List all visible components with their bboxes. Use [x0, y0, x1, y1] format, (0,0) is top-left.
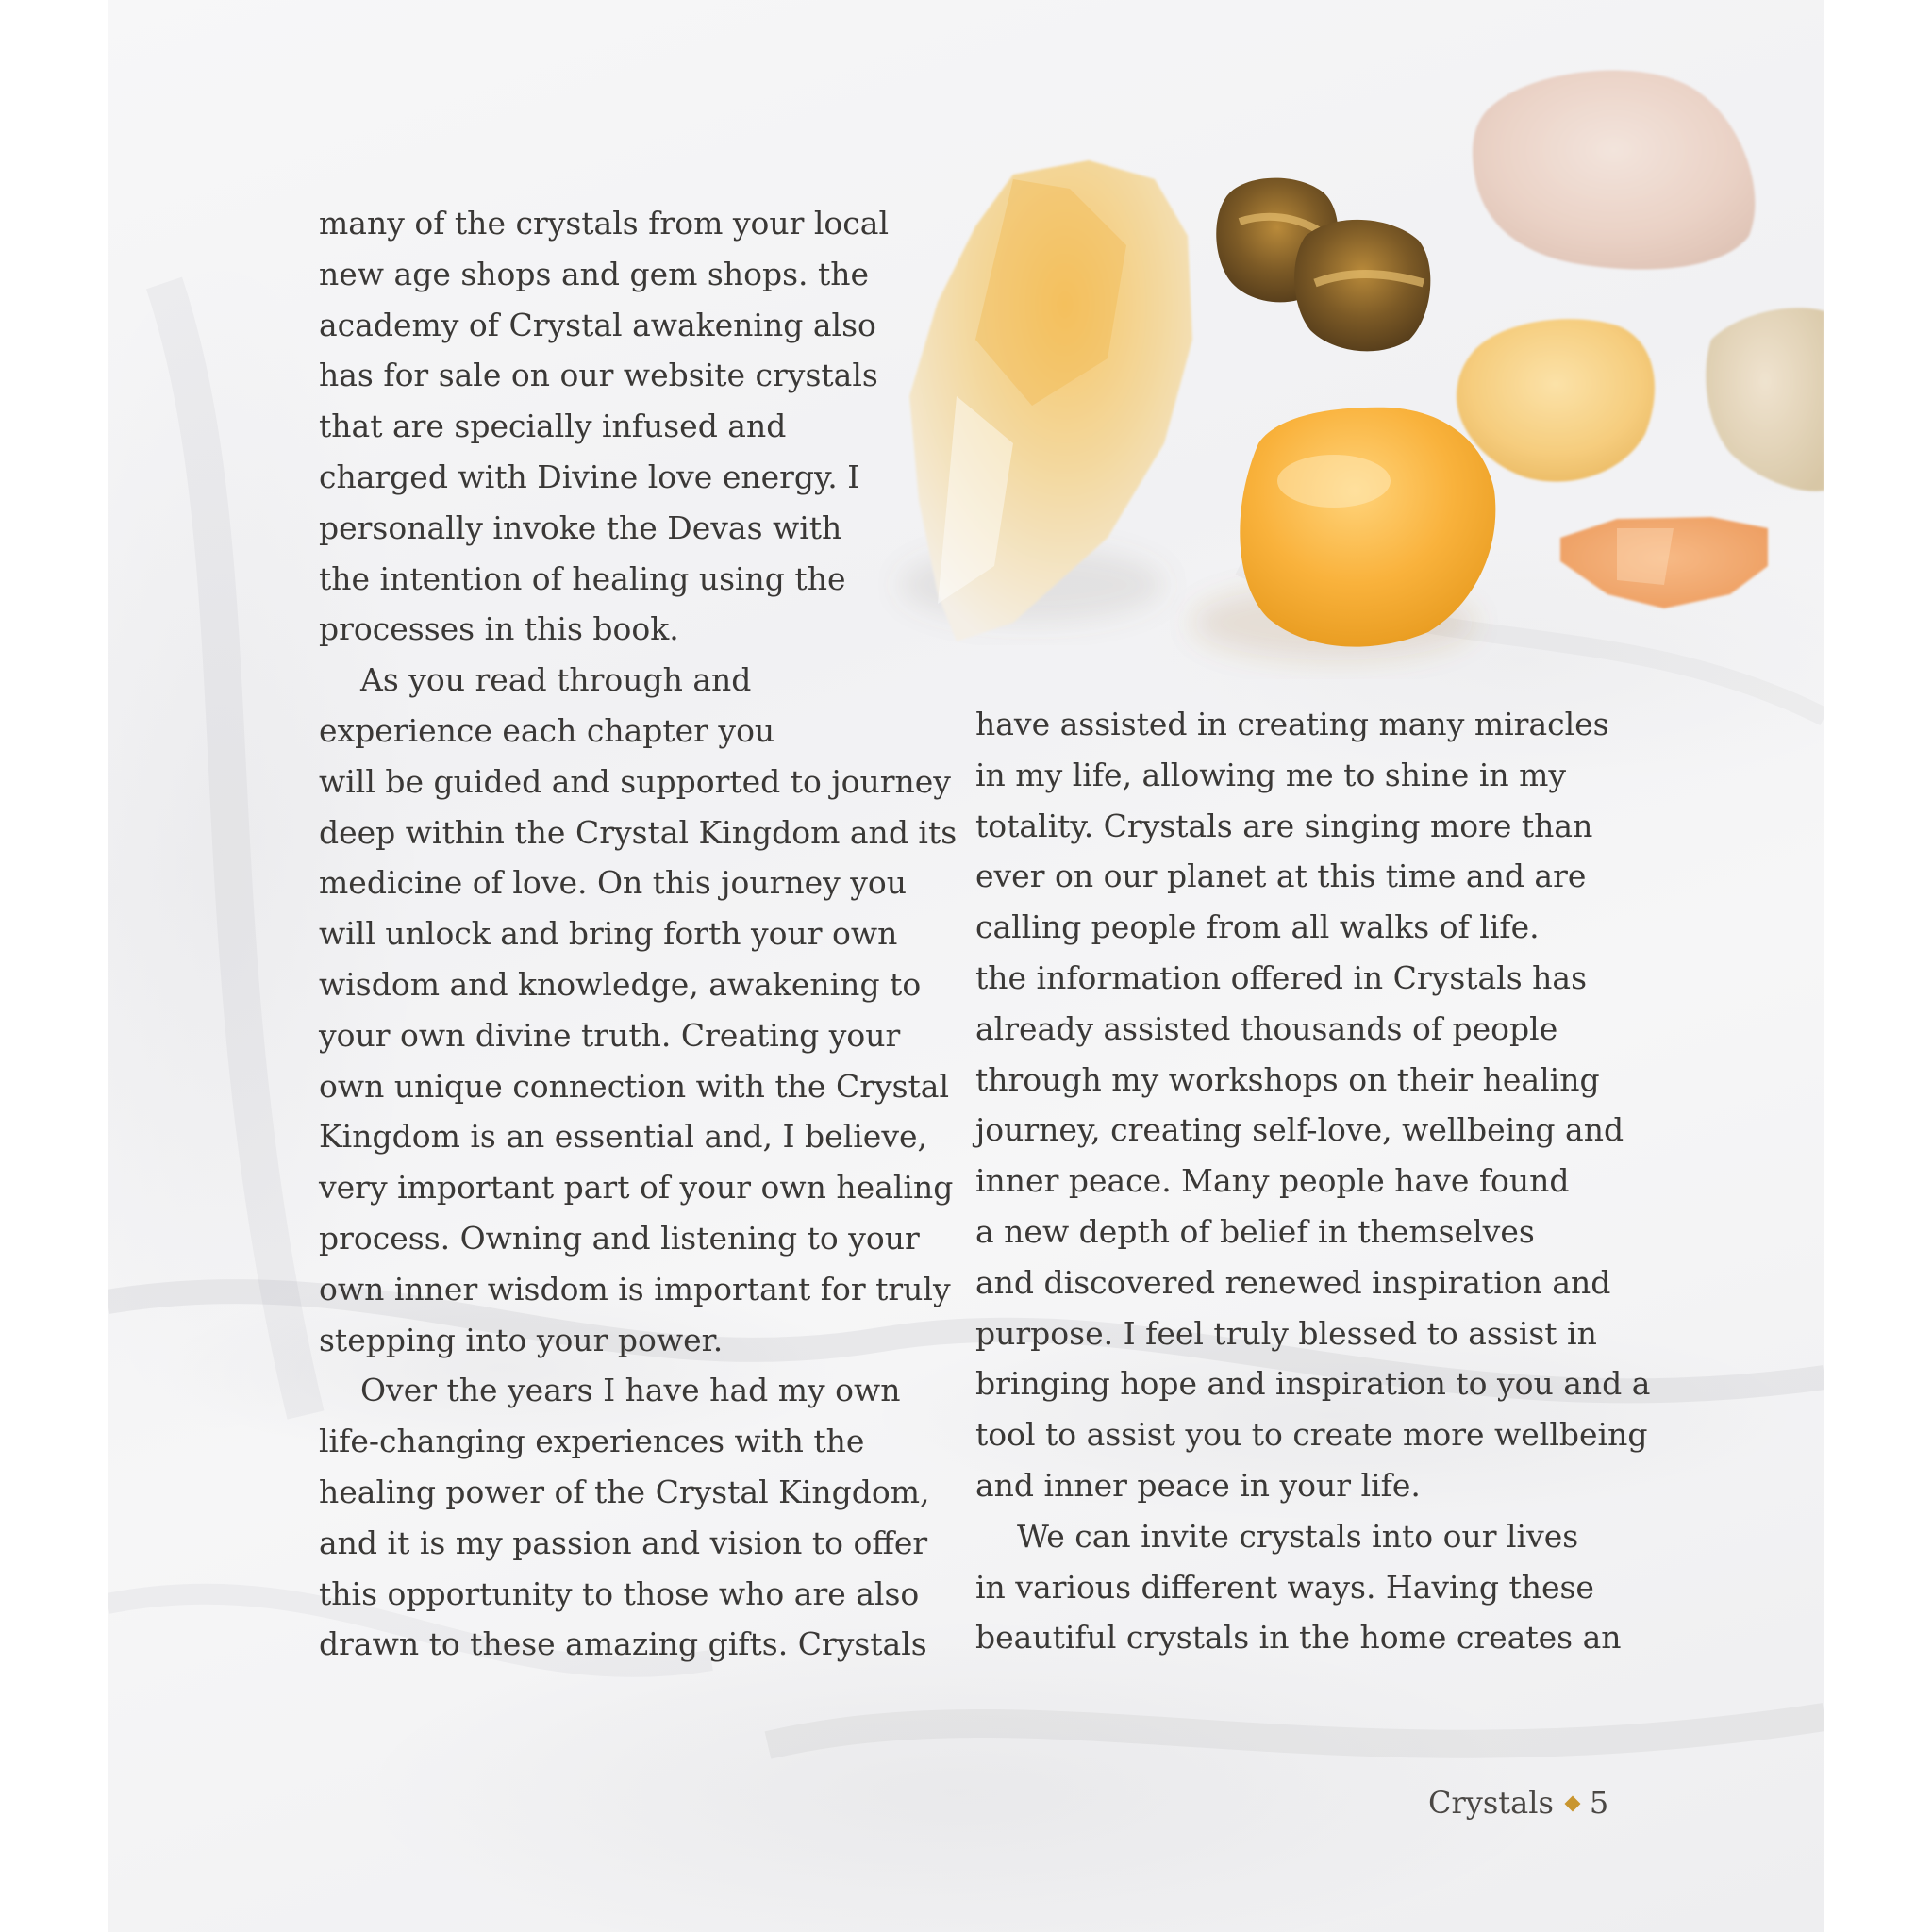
- text-line: the intention of healing using the: [319, 559, 846, 597]
- text-line: own inner wisdom is important for truly: [319, 1270, 951, 1307]
- text-line: own unique connection with the Crystal: [319, 1067, 950, 1105]
- text-line: stepping into your power.: [319, 1321, 724, 1358]
- text-line: life-changing experiences with the: [319, 1423, 865, 1460]
- text-line: and inner peace in your life.: [975, 1466, 1421, 1504]
- text-line: beautiful crystals in the home creates an: [975, 1619, 1622, 1657]
- text-line: healing power of the Crystal Kingdom,: [319, 1473, 930, 1510]
- text-line: will be guided and supported to journey: [319, 762, 951, 800]
- text-line: in various different ways. Having these: [975, 1568, 1594, 1606]
- page-footer: [1428, 1785, 1608, 1821]
- text-line: has for sale on our website crystals: [319, 357, 878, 394]
- footer-section-title: Crystals: [1428, 1785, 1554, 1821]
- text-line: the information offered in Crystals has: [975, 958, 1588, 996]
- left-text-column: [319, 198, 957, 1670]
- text-line: academy of Crystal awakening also: [319, 306, 876, 343]
- page-number: 5: [1589, 1785, 1609, 1821]
- text-line: inner peace. Many people have found: [975, 1162, 1570, 1200]
- text-line: already assisted thousands of people: [975, 1009, 1558, 1047]
- text-line: very important part of your own healing: [319, 1169, 954, 1207]
- text-line: totality. Crystals are singing more than: [975, 807, 1593, 844]
- text-line: Kingdom is an essential and, I believe,: [319, 1118, 927, 1156]
- text-line: calling people from all walks of life.: [975, 908, 1540, 946]
- diamond-icon: [1564, 1795, 1580, 1811]
- text-line: processes in this book.: [319, 610, 679, 648]
- text-line: that are specially infused and: [319, 408, 787, 445]
- text-line: through my workshops on their healing: [975, 1060, 1600, 1098]
- text-line: this opportunity to those who are also: [319, 1574, 920, 1612]
- text-line: a new depth of belief in themselves: [975, 1212, 1535, 1250]
- text-line: journey, creating self-love, wellbeing and: [975, 1111, 1624, 1149]
- text-line: will unlock and bring forth your own: [319, 915, 898, 953]
- book-page: [108, 0, 1824, 1932]
- text-line: bringing hope and inspiration to you and a: [975, 1365, 1651, 1403]
- text-line: many of the crystals from your local: [319, 205, 890, 242]
- text-line: in my life, allowing me to shine in my: [975, 756, 1567, 793]
- text-line: Over the years I have had my own: [360, 1372, 901, 1409]
- text-line: tool to assist you to create more wellbeing: [975, 1416, 1648, 1454]
- text-line: wisdom and knowledge, awakening to: [319, 965, 922, 1003]
- text-line: As you read through and: [360, 661, 752, 699]
- text-line: your own divine truth. Creating your: [319, 1016, 901, 1054]
- text-line: have assisted in creating many miracles: [975, 706, 1609, 742]
- text-line: personally invoke the Devas with: [319, 508, 842, 546]
- text-line: drawn to these amazing gifts. Crystals: [319, 1625, 927, 1663]
- text-line: medicine of love. On this journey you: [319, 864, 908, 902]
- text-line: new age shops and gem shops. the: [319, 255, 870, 292]
- text-line: deep within the Crystal Kingdom and its: [319, 813, 958, 851]
- text-line: ever on our planet at this time and are: [975, 858, 1587, 895]
- text-line: and it is my passion and vision to offer: [319, 1524, 928, 1561]
- right-text-column: [975, 699, 1650, 1663]
- text-line: We can invite crystals into our lives: [1017, 1517, 1579, 1555]
- text-line: charged with Divine love energy. I: [319, 458, 860, 495]
- text-line: and discovered renewed inspiration and: [975, 1263, 1611, 1301]
- text-line: purpose. I feel truly blessed to assist in: [975, 1314, 1597, 1352]
- text-line: process. Owning and listening to your: [319, 1219, 920, 1257]
- text-line: experience each chapter you: [319, 711, 775, 749]
